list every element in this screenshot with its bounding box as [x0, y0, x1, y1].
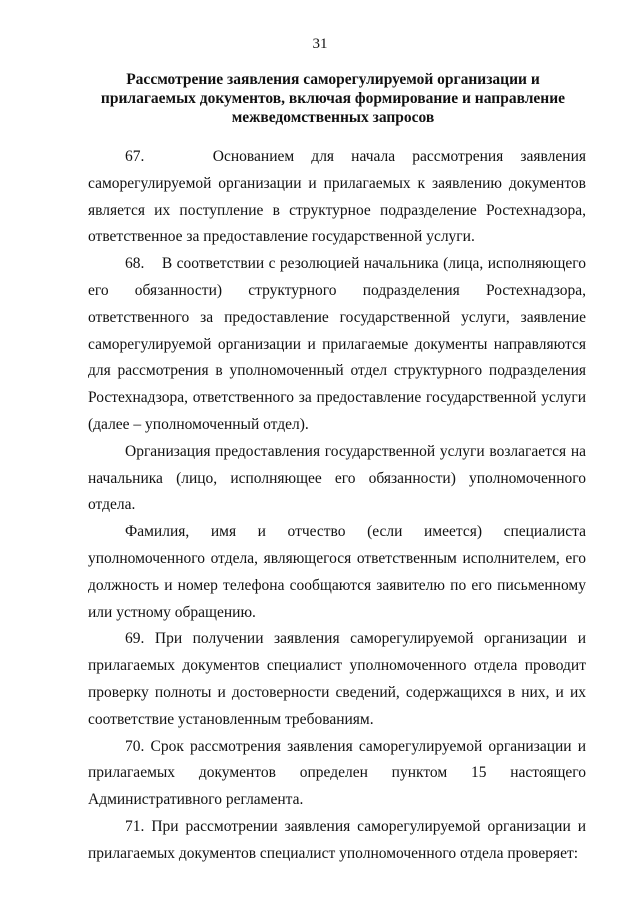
page-number: 31 [312, 36, 328, 52]
document-body [88, 144, 586, 868]
paragraph-71: 71. При рассмотрении заявления саморегулируемой организации и прилагаемых документов специалист уполномоченного отдела проверяет: [88, 817, 586, 862]
paragraph-68: 68. В соответствии с резолюцией начальника (лица, исполняющего его обязанности) структурного подразделения Ростехнадзора, ответственного за предоставление государственной услуги, заявление саморегулируемой организации и прилагаемые документы направляются для рассмотрения в уполномоченный отдел структурного подразделения Ростехнадзора, ответственного за предоставление государственной услуги (далее – уполномоченный отдел). [88, 255, 586, 433]
paragraph-67: 67. Основанием для начала рассмотрения заявления саморегулируемой организации и прилагаемых к заявлению документов является их поступление в структурное подразделение Ростехнадзора, ответственное за предоставление государственной услуги. [88, 148, 586, 246]
paragraph-specialist-name: Фамилия, имя и отчество (если имеется) специалиста уполномоченного отдела, являющегося ответственным исполнителем, его должность и номер телефона сообщаются заявителю по его письменному или устному обращению. [88, 523, 586, 621]
section-heading: Рассмотрение заявления саморегулируемой организации и прилагаемых документов, включая формирование и направление межведомственных запросов [100, 71, 566, 126]
paragraph-70: 70. Срок рассмотрения заявления саморегулируемой организации и прилагаемых документов определен пунктом 15 настоящего Административного регламента. [88, 737, 586, 809]
paragraph-organization: Организация предоставления государственной услуги возлагается на начальника (лицо, исполняющее его обязанности) уполномоченного отдела. [88, 442, 586, 514]
paragraph-69: 69. При получении заявления саморегулируемой организации и прилагаемых документов специалист уполномоченного отдела проводит проверку полноты и достоверности сведений, содержащихся в них, и их соответствие установленным требованиям. [88, 630, 586, 728]
